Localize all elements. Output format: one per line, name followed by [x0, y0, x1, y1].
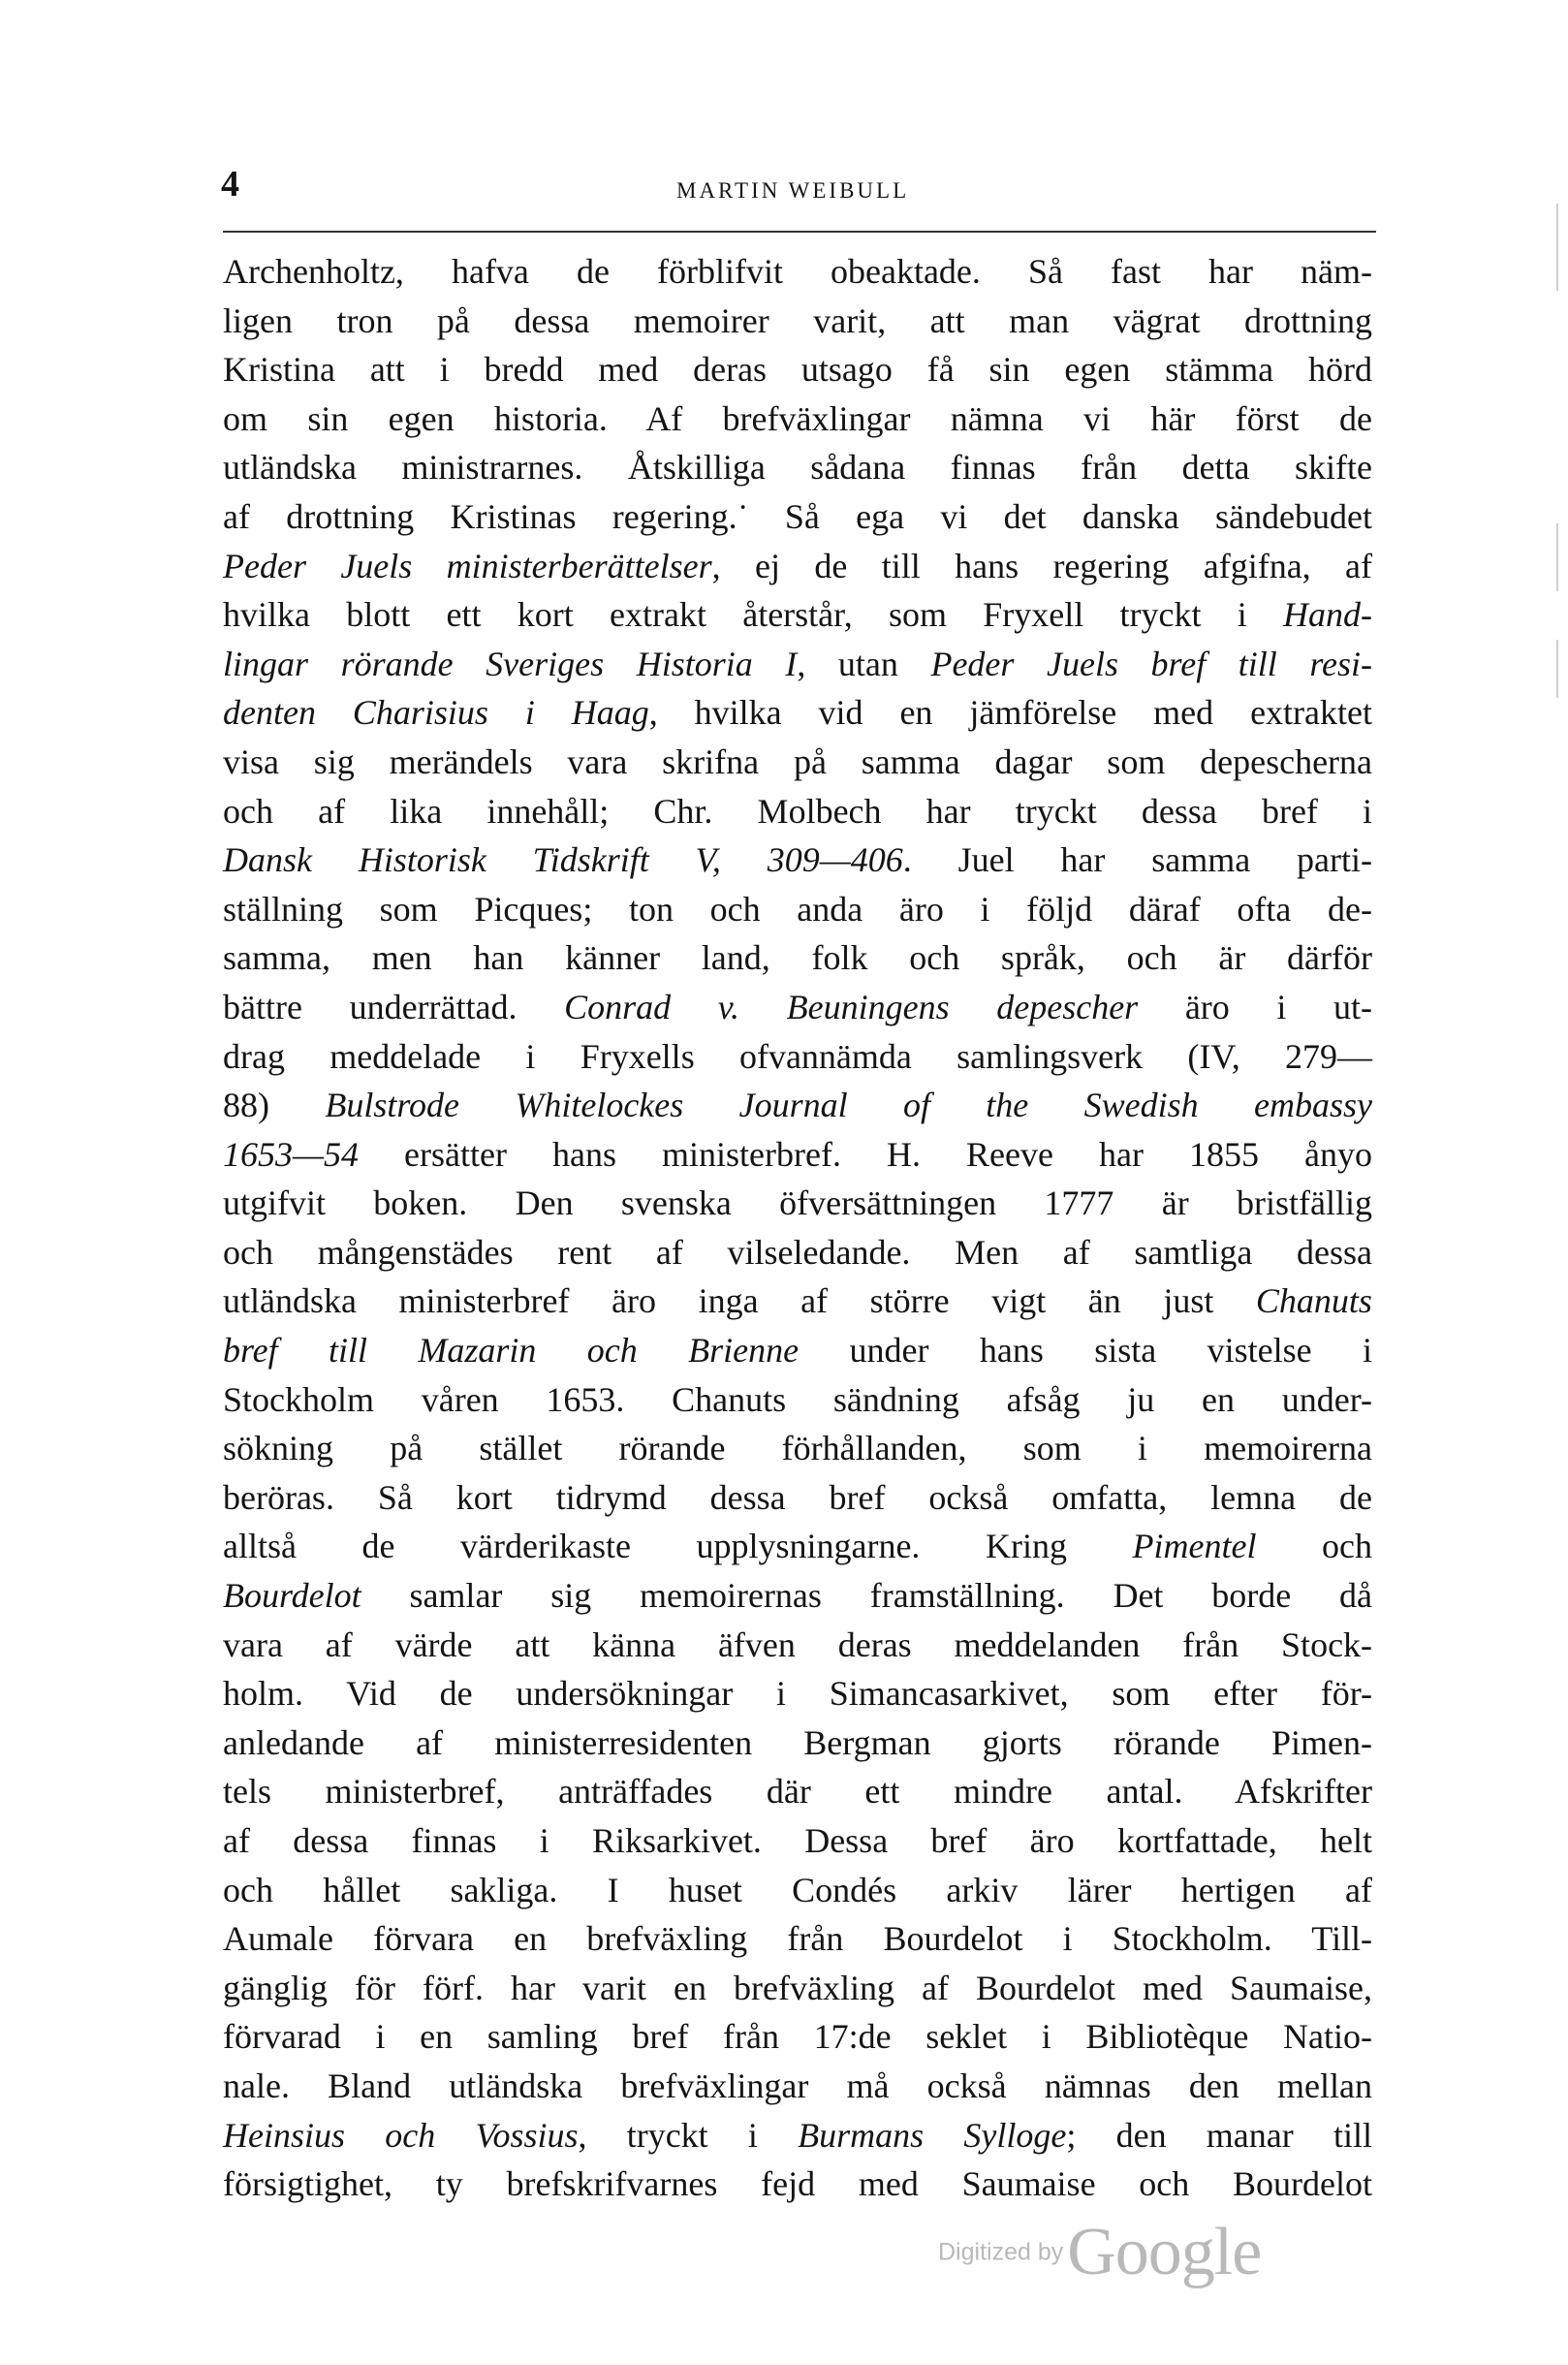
text-segment: om sin egen historia. Af brefväxlingar nämna vi här först de	[223, 398, 1372, 438]
body-text	[223, 247, 1372, 2209]
text-segment: gänglig för förf. har varit en brefväxling af Bourdelot med Saumaise,	[223, 1968, 1372, 2007]
text-line	[223, 836, 1372, 885]
italic-text: Heinsius och Vossius	[223, 2115, 579, 2155]
header-rule	[223, 231, 1376, 233]
text-segment: ligen tron på dessa memoirer varit, att man vägrat drottning	[223, 300, 1372, 340]
scan-edge-mark	[1556, 640, 1558, 698]
text-segment: holm. Vid de undersökningar i Simancasarkivet, som efter för-	[223, 1674, 1372, 1714]
scan-edge-mark	[1556, 204, 1558, 291]
text-segment: Archenholtz, hafva de förblifvit obeaktade. Så fast har näm-	[223, 252, 1372, 291]
text-line	[223, 1130, 1372, 1180]
text-segment: af drottning Kristinas regering.˙ Så ega vi det danska sändebudet	[223, 496, 1372, 536]
text-line	[223, 640, 1372, 689]
text-segment: 88)	[223, 1086, 326, 1125]
text-segment: , utan	[797, 644, 931, 683]
google-logo: Google	[1067, 2215, 1262, 2289]
text-segment: af dessa finnas i Riksarkivet. Dessa bref äro kortfattade, helt	[223, 1821, 1373, 1860]
text-segment: visa sig merändels vara skrifna på samma dagar som depescherna	[223, 741, 1373, 781]
text-line	[223, 688, 1372, 738]
text-line	[223, 738, 1372, 787]
italic-text: bref till Mazarin och Brienne	[223, 1331, 800, 1371]
text-line	[223, 2111, 1372, 2160]
text-line	[223, 1228, 1372, 1277]
text-segment: förvarad i en samling bref från 17:de seklet i Bibliotèque Natio-	[223, 2017, 1373, 2057]
page-header	[221, 153, 1376, 211]
text-line	[223, 885, 1372, 934]
text-segment: äro i ut-	[1138, 987, 1373, 1026]
text-line	[223, 1866, 1372, 1915]
italic-text: 1653—54	[223, 1134, 360, 1174]
text-line	[223, 1277, 1372, 1326]
text-segment: alltså de värderikaste upplysningarne. Kring	[223, 1527, 1133, 1566]
text-line	[223, 1816, 1372, 1866]
text-segment: och mångenstädes rent af vilseledande. Men af samtliga dessa	[223, 1232, 1372, 1272]
text-line	[223, 1081, 1372, 1130]
text-line	[223, 542, 1372, 591]
text-line	[223, 297, 1372, 346]
text-line	[223, 983, 1372, 1032]
text-segment: beröras. Så kort tidrymd dessa bref också omfatta, lemna de	[223, 1477, 1372, 1517]
text-segment: utgifvit boken. Den svenska öfversättningen 1777 är bristfällig	[223, 1183, 1372, 1223]
italic-text: lingar rörande Sveriges Historia I	[223, 644, 798, 683]
italic-text: Pimentel	[1132, 1527, 1257, 1566]
text-segment: ersätter hans ministerbref. H. Reeve har 1855 ånyo	[359, 1134, 1372, 1174]
text-segment: . Juel har samma parti-	[902, 840, 1373, 880]
text-line	[223, 1571, 1372, 1621]
text-segment: samlar sig memoirernas framställning. Det borde då	[361, 1576, 1372, 1616]
text-segment: , ej de till hans regering afgifna, af	[711, 546, 1373, 585]
italic-text: Dansk Historisk Tidskrift V, 309—406	[223, 840, 903, 880]
text-line	[223, 1032, 1372, 1082]
text-line	[223, 1914, 1372, 1964]
text-segment: tels ministerbref, anträffades där ett mindre antal. Afskrifter	[223, 1772, 1372, 1812]
italic-text: Hand-	[1282, 595, 1372, 635]
text-segment: Kristina att i bredd med deras utsago få sin egen stämma hörd	[223, 350, 1372, 390]
text-line	[223, 2062, 1372, 2111]
text-segment: samma, men han känner land, folk och språk, och är därför	[223, 938, 1372, 978]
text-line	[223, 394, 1372, 444]
text-line	[223, 345, 1372, 394]
italic-text: Bulstrode Whitelockes Journal of the Swedish embassy	[325, 1086, 1372, 1125]
text-line	[223, 933, 1372, 983]
text-line	[223, 787, 1372, 836]
text-line	[223, 1621, 1372, 1670]
page-number: 4	[221, 164, 239, 205]
digitized-by-google-watermark	[938, 2214, 1261, 2291]
text-line	[223, 1326, 1372, 1375]
running-head: MARTIN WEIBULL	[676, 178, 910, 203]
text-segment: , hvilka vid en jämförelse med extraktet	[648, 693, 1372, 733]
watermark-prefix: Digitized by	[938, 2238, 1064, 2266]
text-segment: Aumale förvara en brefväxling från Bourdelot i Stockholm. Till-	[223, 1919, 1373, 1959]
text-line	[223, 1424, 1372, 1473]
text-segment: nale. Bland utländska brefväxlingar må också nämnas den mellan	[223, 2065, 1372, 2105]
text-segment: och af lika innehåll; Chr. Molbech har tryckt dessa bref i	[223, 791, 1373, 831]
text-line	[223, 1375, 1372, 1425]
italic-text: Chanuts	[1255, 1281, 1372, 1321]
text-segment: ställning som Picques; ton och anda äro i följd däraf ofta de-	[223, 889, 1373, 929]
text-segment: bättre underrättad.	[223, 987, 565, 1026]
text-line	[223, 1719, 1372, 1768]
text-line	[223, 247, 1372, 297]
text-segment: vara af värde att känna äfven deras meddelanden från Stock-	[223, 1624, 1373, 1664]
text-segment: , tryckt i	[578, 2115, 799, 2155]
text-segment: utländska ministerbref äro inga af större vigt än just	[223, 1281, 1256, 1321]
text-segment: Stockholm våren 1653. Chanuts sändning afsåg ju en under-	[223, 1379, 1372, 1419]
scan-edge-mark	[1556, 523, 1558, 591]
text-segment: sökning på stället rörande förhållanden, som i memoirerna	[223, 1429, 1373, 1468]
text-line	[223, 1964, 1372, 2013]
italic-text: Peder Juels bref till resi-	[930, 644, 1373, 683]
text-line	[223, 1522, 1372, 1571]
text-segment: ; den manar till	[1066, 2115, 1372, 2155]
italic-text: Burmans Sylloge	[798, 2115, 1067, 2155]
text-segment: utländska ministrarnes. Åtskilliga sådana finnas från detta skifte	[223, 448, 1372, 488]
text-segment: och hållet sakliga. I huset Condés arkiv lärer hertigen af	[223, 1870, 1372, 1909]
italic-text: Bourdelot	[223, 1576, 361, 1616]
text-line	[223, 1473, 1372, 1523]
italic-text: Peder Juels ministerberättelser	[223, 546, 712, 585]
text-segment: försigtighet, ty brefskrifvarnes fejd med Saumaise och Bourdelot	[223, 2164, 1373, 2204]
text-line	[223, 1179, 1372, 1228]
text-segment: drag meddelade i Fryxells ofvannämda samlingsverk (IV, 279—	[223, 1036, 1373, 1076]
text-segment: anledande af ministerresidenten Bergman gjorts rörande Pimen-	[223, 1722, 1373, 1762]
text-segment: hvilka blott ett kort extrakt återstår, som Fryxell tryckt i	[223, 595, 1283, 635]
text-line	[223, 1767, 1372, 1816]
text-line	[223, 443, 1372, 492]
text-line	[223, 1669, 1372, 1719]
italic-text: Conrad v. Beuningens depescher	[564, 987, 1139, 1026]
text-line	[223, 2012, 1372, 2062]
text-segment: och	[1256, 1527, 1372, 1566]
italic-text: denten Charisius i Haag	[223, 693, 649, 733]
text-segment: under hans sista vistelse i	[799, 1331, 1372, 1371]
text-line	[223, 590, 1372, 640]
text-line	[223, 492, 1372, 542]
text-line	[223, 2160, 1372, 2209]
